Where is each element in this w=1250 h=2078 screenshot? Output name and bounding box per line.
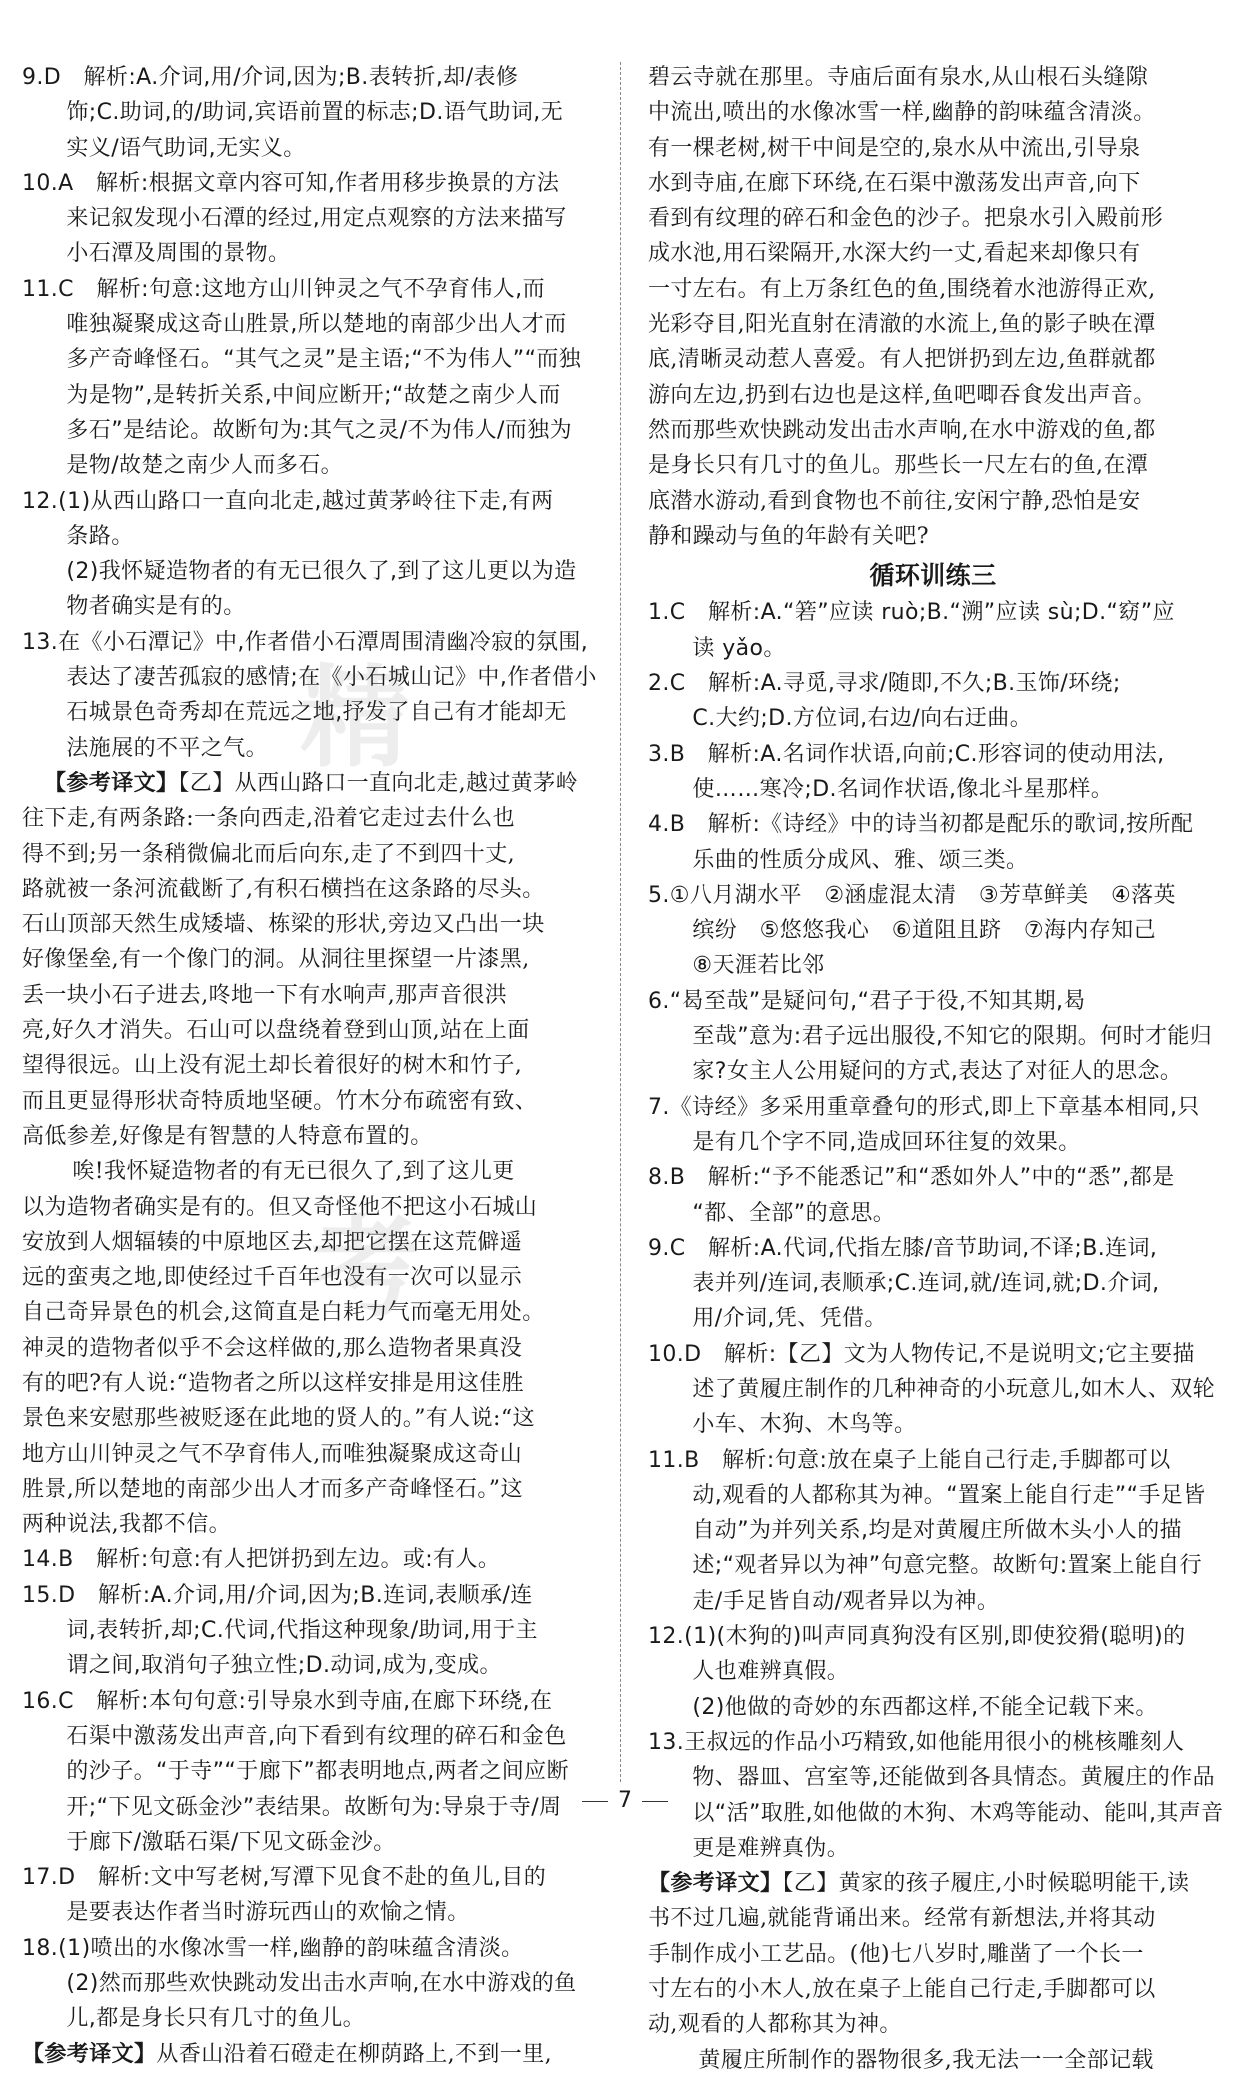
translation-line: 唉!我怀疑造物者的有无已很久了,到了这儿更: [50, 1159, 515, 1185]
translation-line: 高低参差,好像是有智慧的人特意布置的。: [22, 1123, 433, 1149]
answer-line: 表达了凄苦孤寂的感情;在《小石城山记》中,作者借小: [44, 665, 597, 691]
translation-line: 有一棵老树,树干中间是空的,泉水从中流出,引导泉: [648, 135, 1141, 161]
answer-line: 是物/故楚之南少人而多石。: [44, 453, 344, 479]
translation-line: 底潜水游动,看到食物也不前往,安闲宁静,恐怕是安: [648, 488, 1141, 514]
answer-line: 法施展的不平之气。: [44, 735, 269, 761]
answer-line: 1.C 解析:A.“箬”应读 ruò;B.“溯”应读 sù;D.“窈”应: [648, 600, 1175, 626]
translation-line: 光彩夺目,阳光直射在清澈的水流上,鱼的影子映在潭: [648, 312, 1156, 338]
translation-line: 路就被一条河流截断了,有积石横挡在这条路的尽头。: [22, 876, 545, 902]
translation-line: 成水池,用石梁隔开,水深大约一丈,看起来却像只有: [648, 241, 1141, 267]
page-number-dash: [582, 1801, 608, 1802]
answer-line: 多产奇峰怪石。“其气之灵”是主语;“不为伟人”“而独: [44, 347, 582, 373]
translation-line: 【乙】黄家的孩子履庄,小时候聪明能干,读: [782, 1871, 1190, 1897]
answer-line: 2.C 解析:A.寻觅,寻求/随即,不久;B.玉饰/环绕;: [648, 671, 1121, 697]
translation-line: 远的蛮夷之地,即使经过千百年也没有一次可以显示: [22, 1265, 523, 1291]
answer-line: 物者确实是有的。: [44, 594, 246, 620]
answer-line: 自动”为并列关系,均是对黄履庄所做木头小人的描: [670, 1518, 1182, 1544]
translation-line: 丢一块小石子进去,咚地一下有水响声,那声音很洪: [22, 982, 508, 1008]
answer-line: 多石”是结论。故断句为:其气之灵/不为伟人/而独为: [44, 417, 573, 443]
translation-line: 水到寺庙,在廊下环绕,在石渠中激荡发出声音,向下: [648, 170, 1141, 196]
answer-line: 于廊下/激聒石渠/下见文砾金沙。: [44, 1829, 396, 1855]
translation-line: 景色来安慰那些被贬逐在此地的贤人的。”有人说:“这: [22, 1406, 535, 1432]
translation-line: 有的吧?有人说:“造物者之所以这样安排是用这佳胜: [22, 1370, 525, 1396]
translation-line: 动,观看的人都称其为神。: [648, 2012, 902, 2038]
page-number-value: 7: [618, 1788, 632, 1813]
answer-line: C.大约;D.方位词,右边/向右迂曲。: [670, 706, 1033, 732]
answer-line: 小石潭及周围的景物。: [44, 241, 291, 267]
answer-line: 读 yǎo。: [670, 635, 786, 661]
translation-line: 望得很远。山上没有泥土却长着很好的树木和竹子,: [22, 1053, 523, 1079]
answer-line: 5.①八月湖水平 ②涵虚混太清 ③芳草鲜美 ④落英: [648, 882, 1176, 908]
reference-translation-1: [22, 766, 592, 1543]
answer-line: 为是物”,是转折关系,中间应断开;“故楚之南少人而: [44, 382, 561, 408]
page-number: [0, 1788, 1250, 1813]
answer-line: 条路。: [44, 523, 134, 549]
watermark: 考: [310, 1204, 430, 1332]
column-divider: [620, 62, 621, 1782]
translation-line: 往下走,有两条路:一条向西走,沿着它走过去什么也: [22, 806, 515, 832]
answer-line: 开;“下见文砾金沙”表结果。故断句为:导泉于寺/周: [44, 1794, 562, 1820]
answer-line: 9.D 解析:A.介词,用/介词,因为;B.表转折,却/表修: [22, 65, 519, 90]
answer-line: 表并列/连词,表顺承;C.连词,就/连词,就;D.介词,: [670, 1271, 1160, 1297]
answers-section-3: [648, 595, 1224, 1866]
answer-line: ⑧天涯若比邻: [670, 953, 825, 979]
answer-line: 至哉”意为:君子远出服役,不知它的限期。何时才能归: [670, 1024, 1213, 1050]
answer-line: 小车、木狗、木鸟等。: [670, 1412, 917, 1438]
translation-line: 好像堡垒,有一个像门的洞。从洞往里探望一片漆黑,: [22, 947, 530, 973]
translation-line: 黄履庄所制作的器物很多,我无法一一全部记载: [676, 2047, 1154, 2073]
answer-line: 7.《诗经》多采用重章叠句的形式,即上下章基本相同,只: [648, 1094, 1200, 1120]
answer-line: 18.(1)喷出的水像冰雪一样,幽静的韵味蕴含清淡。: [22, 1935, 524, 1961]
answer-line: (2)然而那些欢快跳动发出击水声响,在水中游戏的鱼: [44, 1971, 577, 1997]
reference-label: 【参考译文】: [22, 2041, 157, 2067]
translation-line: 手制作成小工艺品。(他)七八岁时,雕凿了一个长一: [648, 1941, 1144, 1967]
reference-label: 【参考译文】: [44, 770, 179, 796]
answer-line: 4.B 解析:《诗经》中的诗当初都是配乐的歌词,按所配: [648, 812, 1194, 838]
answer-line: 石渠中激荡发出声音,向下看到有纹理的碎石和金色: [44, 1723, 567, 1749]
answer-line: 6.“曷至哉”是疑问句,“君子于役,不知其期,曷: [648, 988, 1086, 1014]
answer-line: 谓之间,取消句子独立性;D.动词,成为,变成。: [44, 1653, 502, 1679]
answer-line: 乐曲的性质分成风、雅、颂三类。: [670, 847, 1029, 873]
answer-line: 15.D 解析:A.介词,用/介词,因为;B.连词,表顺承/连: [22, 1582, 533, 1608]
answer-line: 3.B 解析:A.名词作状语,向前;C.形容词的使动用法,: [648, 741, 1165, 767]
answer-line: 13.王叔远的作品小巧精致,如他能用很小的桃核雕刻人: [648, 1729, 1185, 1755]
translation-line: 一寸左右。有上万条红色的鱼,围绕着水池游得正欢,: [648, 276, 1156, 302]
left-column: [22, 60, 597, 2072]
answer-line: 12.(1)(木狗的)叫声同真狗没有区别,即使狡猾(聪明)的: [648, 1624, 1186, 1650]
answer-line: 来记叙发现小石潭的经过,用定点观察的方法来描写: [44, 206, 567, 232]
answer-line: 儿,都是身长只有几寸的鱼儿。: [44, 2006, 365, 2032]
answer-line: 石城景色奇秀却在荒远之地,抒发了自己有才能却无: [44, 700, 567, 726]
translation-line: 底,清晰灵动惹人喜爱。有人把饼扔到左边,鱼群就都: [648, 347, 1156, 373]
translation-line: 两种说法,我都不信。: [22, 1512, 231, 1538]
translation-line: 中流出,喷出的水像冰雪一样,幽静的韵味蕴含清淡。: [648, 100, 1156, 126]
answer-line: 缤纷 ⑤悠悠我心 ⑥道阻且跻 ⑦海内存知己: [670, 918, 1156, 944]
answer-line: 14.B 解析:句意:有人把饼扔到左边。或:有人。: [22, 1547, 501, 1573]
translation-line: 自己奇异景色的机会,这简直是白耗力气而毫无用处。: [22, 1300, 545, 1326]
translation-line: 亮,好久才消失。石山可以盘绕着登到山顶,站在上面: [22, 1018, 530, 1044]
answer-line: 12.(1)从西山路口一直向北走,越过黄茅岭往下走,有两: [22, 488, 554, 514]
answer-line: 以“活”取胜,如他做的木狗、木鸡等能动、能叫,其声音: [670, 1800, 1224, 1826]
translation-line: 游向左边,扔到右边也是这样,鱼吧唧吞食发出声音。: [648, 382, 1156, 408]
answer-line: 物、器皿、宫室等,还能做到各具情态。黄履庄的作品: [670, 1765, 1215, 1791]
answer-line: 述了黄履庄制作的几种神奇的小玩意儿,如木人、双轮: [670, 1376, 1215, 1402]
translation-line: 然而那些欢快跳动发出击水声响,在水中游戏的鱼,都: [648, 417, 1156, 443]
answer-line: 16.C 解析:本句句意:引导泉水到寺庙,在廊下环绕,在: [22, 1688, 553, 1714]
answer-line: 述;“观者异以为神”句意完整。故断句:置案上能自行: [670, 1553, 1203, 1579]
translation-line: 碧云寺就在那里。寺庙后面有泉水,从山根石头缝隙: [648, 65, 1149, 90]
translation-line: 寸左右的小木人,放在桌子上能自己行走,手脚都可以: [648, 1977, 1156, 2003]
answer-line: “都、全部”的意思。: [670, 1200, 896, 1226]
right-column: [648, 60, 1224, 2078]
answer-line: (2)我怀疑造物者的有无已很久了,到了这儿更以为造: [44, 559, 577, 585]
translation-line: 得不到;另一条稍微偏北而后向东,走了不到四十丈,: [22, 841, 515, 867]
translation-line: 神灵的造物者似乎不会这样做的,那么造物者果真没: [22, 1335, 523, 1361]
answer-line: 17.D 解析:文中写老树,写潭下见食不赴的鱼儿,目的: [22, 1865, 547, 1891]
translation-line: 胜景,所以楚地的南部少出人才而多产奇峰怪石。”这: [22, 1476, 523, 1502]
answer-line: 家?女主人公用疑问的方式,表达了对征人的思念。: [670, 1059, 1183, 1085]
answer-line: 词,表转折,却;C.代词,代指这种现象/助词,用于主: [44, 1618, 538, 1644]
answer-line: 10.A 解析:根据文章内容可知,作者用移步换景的方法: [22, 170, 560, 196]
answer-line: 使……寒冷;D.名词作状语,像北斗星那样。: [670, 776, 1114, 802]
answer-line: 用/介词,凭、凭借。: [670, 1306, 887, 1332]
answer-line: 13.在《小石潭记》中,作者借小石潭周围清幽冷寂的氛围,: [22, 629, 589, 655]
translation-line: 而且更显得形状奇特质地坚硬。竹木分布疏密有致、: [22, 1088, 538, 1114]
translation-line: 【乙】从西山路口一直向北走,越过黄茅岭: [178, 770, 579, 796]
reference-translation-2-continued: [648, 60, 1218, 554]
answer-line: 11.B 解析:句意:放在桌子上能自己行走,手脚都可以: [648, 1447, 1171, 1473]
translation-line: 以为造物者确实是有的。但又奇怪他不把这小石城山: [22, 1194, 538, 1220]
reference-label: 【参考译文】: [648, 1871, 783, 1897]
answer-line: 动,观看的人都称其为神。“置案上能自行走”“手足皆: [670, 1482, 1206, 1508]
translation-line: 安放到人烟辐辏的中原地区去,却把它摆在这荒僻遥: [22, 1229, 523, 1255]
translation-line: 地方山川钟灵之气不孕育伟人,而唯独凝聚成这奇山: [22, 1441, 523, 1467]
section-title: 循环训练三: [869, 561, 997, 591]
translation-line: 从香山沿着石磴走在柳荫路上,不到一里,: [156, 2041, 552, 2067]
answer-line: 10.D 解析:【乙】文为人物传记,不是说明文;它主要描: [648, 1341, 1195, 1367]
answer-line: 饰;C.助词,的/助词,宾语前置的标志;D.语气助词,无: [44, 100, 564, 126]
watermark: 精: [300, 654, 420, 782]
answer-line: (2)他做的奇妙的东西都这样,不能全记载下来。: [670, 1694, 1158, 1720]
answer-line: 11.C 解析:句意:这地方山川钟灵之气不孕育伟人,而: [22, 276, 545, 302]
answer-line: 唯独凝聚成这奇山胜景,所以楚地的南部少出人才而: [44, 312, 567, 338]
translation-line: 书不过几遍,就能背诵出来。经常有新想法,并将其动: [648, 1906, 1156, 1932]
answer-line: 的沙子。“于寺”“于廊下”都表明地点,两者之间应断: [44, 1759, 569, 1785]
answer-line: 人也难辨真假。: [670, 1659, 850, 1685]
answer-line: 是要表达作者当时游玩西山的欢愉之情。: [44, 1900, 470, 1926]
page-number-dash: [642, 1801, 668, 1802]
translation-line: 静和躁动与鱼的年龄有关吧?: [648, 523, 929, 549]
answer-line: 走/手足皆自动/观者异以为神。: [670, 1588, 1000, 1614]
answer-line: 实义/语气助词,无实义。: [44, 135, 306, 161]
answer-line: 是有几个字不同,造成回环往复的效果。: [670, 1129, 1081, 1155]
reference-translation-3: [648, 1866, 1218, 2078]
answer-line: 更是难辨真伪。: [670, 1835, 850, 1861]
translation-line: 看到有纹理的碎石和金色的沙子。把泉水引入殿前形: [648, 206, 1164, 232]
translation-line: 是身长只有几寸的鱼儿。那些长一尺左右的鱼,在潭: [648, 453, 1149, 479]
reference-translation-2: [22, 2037, 592, 2072]
translation-line: 石山顶部天然生成矮墙、栋梁的形状,旁边又凸出一块: [22, 912, 545, 938]
answer-line: 8.B 解析:“予不能悉记”和“悉如外人”中的“悉”,都是: [648, 1165, 1175, 1191]
answer-line: 9.C 解析:A.代词,代指左膝/音节助词,不译;B.连词,: [648, 1235, 1158, 1261]
